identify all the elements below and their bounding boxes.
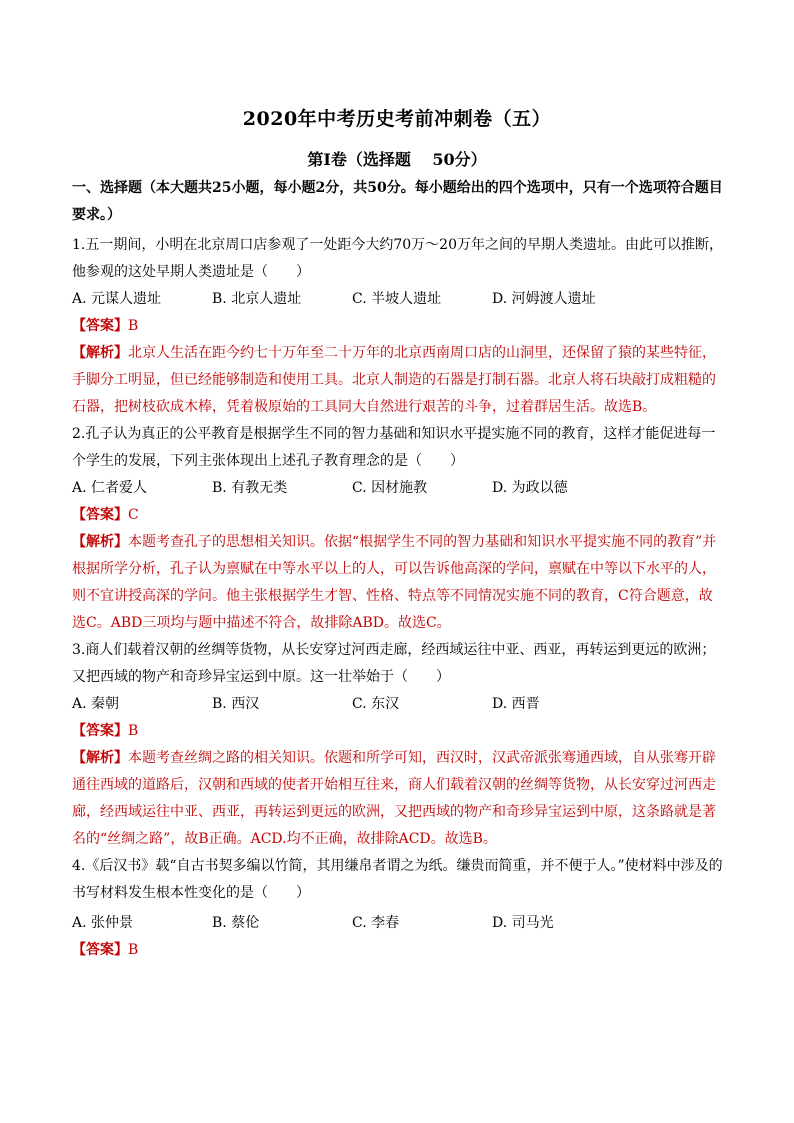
answer-line [72, 937, 726, 964]
option-c: C. 东汉 [352, 696, 400, 712]
option-d: D. 司马光 [492, 915, 554, 931]
analysis-text: 本题考查丝绸之路的相关知识。依题和所学可知，西汉时，汉武帝派张骞通西域，自从张骞开辟通往西域的道路后，汉朝和西域的使者开始相互往来，商人们载着汉朝的丝绸等货物，从长安穿过河西走廊，经西域运往中亚、西亚，再转运到更远的欧洲，又把西域的物产和奇珍异宝运到中原，这条路就是著名的“丝绸之路”，故B正确。ACD.均不正确，故排除ACD。故选B。 [72, 750, 716, 847]
option-c: C. 李春 [352, 915, 400, 931]
section-heading: 一、选择题（本大题共25小题，每小题2分，共50分。每小题给出的四个选项中，只有一个选项符合题目要求。） [72, 180, 723, 223]
answer-label: 【答案】 [72, 723, 128, 739]
question-stem: 4.《后汉书》载“自古书契多编以竹简，其用缣帛者谓之为纸。缣贵而简重，并不便于人。”使材料中涉及的书写材料发生根本性变化的是（ ） [72, 858, 723, 901]
option-b: B. 西汉 [212, 696, 260, 712]
answer-value: B [128, 942, 139, 958]
option-c: C. 半坡人遗址 [352, 291, 442, 307]
options-row [72, 286, 726, 313]
option-d: D. 为政以德 [492, 480, 568, 496]
answer-label: 【答案】 [72, 942, 128, 958]
answer-value: B [128, 318, 139, 334]
analysis-label: 【解析】 [72, 534, 128, 550]
page-title: 2020年中考历史考前冲刺卷（五） [242, 108, 552, 130]
answer-value: B [128, 723, 139, 739]
analysis-paragraph [72, 745, 726, 853]
answer-line [72, 502, 726, 529]
analysis-label: 【解析】 [72, 750, 128, 766]
analysis-paragraph [72, 340, 726, 421]
options-row [72, 910, 726, 937]
option-d: D. 河姆渡人遗址 [492, 291, 596, 307]
answer-line [72, 313, 726, 340]
question-stem: 2.孔子认为真正的公平教育是根据学生不同的智力基础和知识水平提实施不同的教育，这样才能促进每一个学生的发展，下列主张体现出上述孔子教育理念的是（ ） [72, 426, 716, 469]
option-b: B. 蔡伦 [212, 915, 260, 931]
analysis-paragraph [72, 529, 726, 637]
option-b: B. 有教无类 [212, 480, 288, 496]
answer-value: C [128, 507, 139, 523]
option-a: A. 秦朝 [72, 696, 120, 712]
options-row [72, 691, 726, 718]
section-subtitle: 第Ⅰ卷（选择题 50分） [307, 150, 487, 169]
option-d: D. 西晋 [492, 696, 540, 712]
question-stem: 3.商人们载着汉朝的丝绸等货物，从长安穿过河西走廊，经西域运往中亚、西亚，再转运到更远的欧洲；又把西域的物产和奇珍异宝运到中原。这一壮举始于（ ） [72, 642, 716, 685]
option-b: B. 北京人遗址 [212, 291, 302, 307]
answer-label: 【答案】 [72, 318, 128, 334]
analysis-label: 【解析】 [72, 345, 128, 361]
analysis-text: 本题考查孔子的思想相关知识。依据“根据学生不同的智力基础和知识水平提实施不同的教育”并根据所学分析，孔子认为禀赋在中等水平以上的人，可以告诉他高深的学问，禀赋在中等以下水平的人，则不宜讲授高深的学问。他主张根据学生才智、性格、特点等不同情况实施不同的教育，C符合题意，故选C。ABD三项均与题中描述不符合，故排除ABD。故选C。 [72, 534, 717, 631]
options-row [72, 475, 726, 502]
option-c: C. 因材施教 [352, 480, 428, 496]
analysis-text: 北京人生活在距今约七十万年至二十万年的北京西南周口店的山洞里，还保留了猿的某些特征，手脚分工明显，但已经能够制造和使用工具。北京人制造的石器是打制石器。北京人将石块敲打成粗糙的石器，把树枝砍成木棒，凭着极原始的工具同大自然进行艰苦的斗争，过着群居生活。故选B。 [72, 345, 716, 415]
answer-label: 【答案】 [72, 507, 128, 523]
option-a: A. 仁者爱人 [72, 480, 148, 496]
option-a: A. 元谋人遗址 [72, 291, 162, 307]
question-stem: 1.五一期间，小明在北京周口店参观了一处距今大约70万～20万年之间的早期人类遗址。由此可以推断，他参观的这处早期人类遗址是（ ） [72, 237, 723, 280]
answer-line [72, 718, 726, 745]
option-a: A. 张仲景 [72, 915, 134, 931]
